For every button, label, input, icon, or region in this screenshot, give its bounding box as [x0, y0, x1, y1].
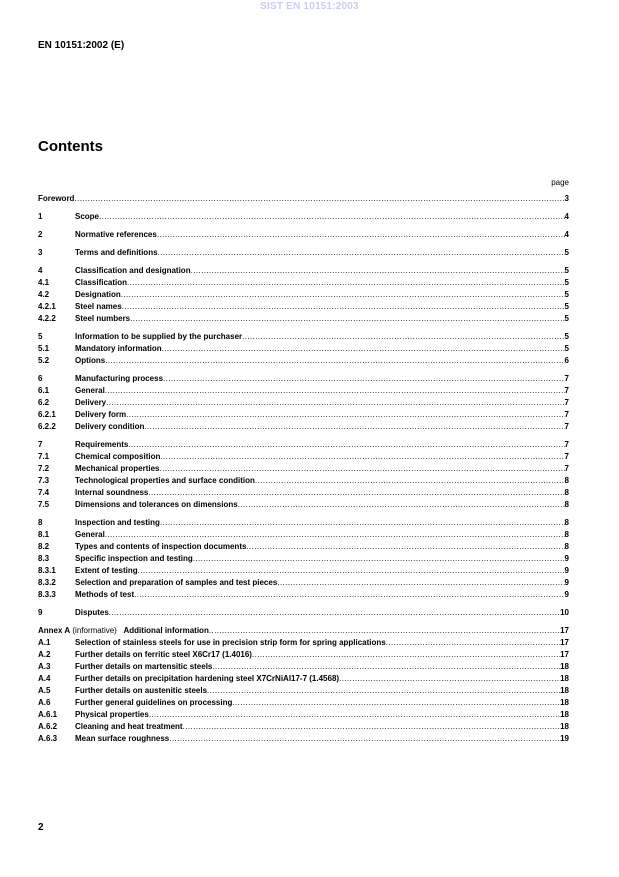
toc-entry-title: Methods of test	[75, 590, 135, 599]
toc-dot-leader	[99, 211, 565, 223]
toc-entry-page: 8	[564, 530, 569, 539]
toc-entry-title: Chemical composition	[75, 452, 161, 461]
toc-entry-page: 9	[564, 578, 569, 587]
toc-dot-leader	[169, 733, 560, 745]
toc-entry-title: Information to be supplied by the purchaser	[75, 332, 243, 341]
toc-entry-number: 1	[38, 212, 43, 221]
toc-entry-page: 7	[564, 464, 569, 473]
toc-entry-page: 9	[564, 554, 569, 563]
toc-entry-page: 5	[564, 278, 569, 287]
toc-entry[interactable]	[38, 637, 569, 649]
toc-entry-page: 17	[560, 650, 569, 659]
toc-entry-number: 6	[38, 374, 43, 383]
toc-entry-title: General	[75, 530, 105, 539]
toc-entry-page: 5	[564, 302, 569, 311]
toc-entry-number: 4.2.2	[38, 314, 56, 323]
toc-dot-leader	[105, 385, 565, 397]
toc-entry-page: 5	[564, 266, 569, 275]
toc-dot-leader	[157, 229, 565, 241]
toc-dot-leader	[106, 397, 564, 409]
watermark: SIST EN 10151:2003	[260, 1, 359, 12]
toc-dot-leader	[162, 343, 565, 355]
toc-entry-number: 4.2.1	[38, 302, 56, 311]
toc-dot-leader	[191, 265, 565, 277]
toc-entry-page: 4	[564, 230, 569, 239]
toc-dot-leader	[339, 673, 560, 685]
toc-entry[interactable]	[38, 673, 569, 685]
toc-entry-title: Further details on precipitation hardening steel X7CrNiAl17-7 (1.4568)	[75, 674, 340, 683]
toc-entry-number: 8.1	[38, 530, 50, 539]
toc-entry-number: 6.2.1	[38, 410, 56, 419]
toc-entry-number: 7.4	[38, 488, 50, 497]
toc-entry-title: Annex A	[38, 626, 71, 635]
toc-entry-number: A.6.3	[38, 734, 58, 743]
toc-entry-page: 9	[564, 566, 569, 575]
toc-entry[interactable]	[38, 517, 569, 529]
toc-entry-number: 6.2	[38, 398, 50, 407]
toc-entry-title: Mean surface roughness	[75, 734, 170, 743]
toc-dot-leader	[183, 721, 561, 733]
toc-dot-leader	[138, 565, 565, 577]
toc-entry[interactable]	[38, 343, 569, 355]
toc-entry-number: 9	[38, 608, 43, 617]
toc-entry-title: General	[75, 386, 105, 395]
toc-dot-leader	[238, 499, 565, 511]
toc-entry-number: 5.1	[38, 344, 50, 353]
toc-dot-leader	[105, 355, 564, 367]
toc-dot-leader	[160, 517, 565, 529]
toc-entry-title: Mandatory information	[75, 344, 162, 353]
toc-entry-number: 8	[38, 518, 43, 527]
toc-entry-title: Delivery form	[75, 410, 127, 419]
toc-entry-number: A.5	[38, 686, 51, 695]
toc-entry-page: 18	[560, 698, 569, 707]
toc-entry-page: 18	[560, 710, 569, 719]
toc-entry-title: Foreword	[38, 194, 75, 203]
toc-entry-number: 7.5	[38, 500, 50, 509]
toc-entry[interactable]	[38, 313, 569, 325]
toc-entry[interactable]	[38, 397, 569, 409]
toc-entry[interactable]	[38, 355, 569, 367]
toc-entry-title: Technological properties and surface condition	[75, 476, 255, 485]
toc-entry[interactable]	[38, 385, 569, 397]
toc-entry[interactable]	[38, 553, 569, 565]
toc-entry-title: Further details on martensitic steels	[75, 662, 213, 671]
toc-dot-leader	[144, 421, 564, 433]
toc-entry-number: 7.1	[38, 452, 50, 461]
toc-entry-page: 8	[564, 488, 569, 497]
toc-entry-title: Mechanical properties	[75, 464, 160, 473]
toc-entry-page: 5	[564, 332, 569, 341]
toc-entry-number: A.6.1	[38, 710, 58, 719]
toc-entry-title: Internal soundness	[75, 488, 149, 497]
toc-dot-leader	[149, 709, 560, 721]
toc-entry[interactable]	[38, 409, 569, 421]
toc-entry-title: Terms and definitions	[75, 248, 158, 257]
toc-entry-title: Steel numbers	[75, 314, 131, 323]
toc-entry-title: Selection of stainless steels for use in precision strip form for spring applications	[75, 638, 386, 647]
toc-entry[interactable]	[38, 421, 569, 433]
toc-entry-page: 5	[564, 344, 569, 353]
toc-entry[interactable]	[38, 649, 569, 661]
toc-entry-page: 7	[564, 422, 569, 431]
toc-entry[interactable]	[38, 577, 569, 589]
toc-entry[interactable]	[38, 331, 569, 343]
toc-entry-page: 3	[564, 194, 569, 203]
toc-entry-page: 8	[564, 518, 569, 527]
toc-entry-title: Disputes	[75, 608, 109, 617]
toc-dot-leader	[158, 247, 565, 259]
toc-entry-number: A.1	[38, 638, 51, 647]
toc-entry-page: 4	[564, 212, 569, 221]
toc-entry-number: 7.3	[38, 476, 50, 485]
toc-dot-leader	[121, 289, 565, 301]
toc-entry-number: 8.3.2	[38, 578, 56, 587]
toc-dot-leader	[130, 313, 564, 325]
document-id: EN 10151:2002 (E)	[38, 40, 125, 51]
toc-entry-title: Cleaning and heat treatment	[75, 722, 183, 731]
toc-entry-number: 8.3.1	[38, 566, 56, 575]
toc-entry-page: 8	[564, 476, 569, 485]
toc-dot-leader	[207, 685, 560, 697]
toc-dot-leader	[128, 439, 564, 451]
toc-entry[interactable]	[38, 607, 569, 619]
toc-dot-leader	[109, 607, 560, 619]
toc-entry-page: 19	[560, 734, 569, 743]
toc-entry-number: 8.2	[38, 542, 50, 551]
toc-entry-number: 8.3.3	[38, 590, 56, 599]
toc-entry-title: Normative references	[75, 230, 157, 239]
toc-entry[interactable]	[38, 709, 569, 721]
toc-dot-leader	[160, 451, 564, 463]
toc-entry-title: Classification and designation	[75, 266, 191, 275]
toc-entry[interactable]	[38, 721, 569, 733]
toc-entry-title: Delivery	[75, 398, 107, 407]
toc-entry[interactable]	[38, 373, 569, 385]
toc-entry-page: 17	[560, 638, 569, 647]
toc-entry-title: Further details on austenitic steels	[75, 686, 208, 695]
toc-dot-leader	[126, 409, 564, 421]
toc-entry[interactable]	[38, 661, 569, 673]
toc-entry-number: 4	[38, 266, 43, 275]
toc-entry[interactable]	[38, 277, 569, 289]
toc-dot-leader	[193, 553, 565, 565]
toc-entry-title: Manufacturing process	[75, 374, 164, 383]
toc-entry-title: Delivery condition	[75, 422, 145, 431]
toc-entry-page: 7	[564, 410, 569, 419]
toc-dot-leader	[122, 301, 565, 313]
toc-entry[interactable]	[38, 625, 569, 637]
toc-entry-title: Dimensions and tolerances on dimensions	[75, 500, 238, 509]
toc-entry-number: 4.1	[38, 278, 50, 287]
toc-entry-page: 18	[560, 662, 569, 671]
toc-entry-title: Further details on ferritic steel X6Cr17 (1.4016)	[75, 650, 252, 659]
toc-entry-number: 3	[38, 248, 43, 257]
toc-dot-leader	[209, 625, 560, 637]
toc-entry-number: 8.3	[38, 554, 50, 563]
toc-entry[interactable]	[38, 475, 569, 487]
toc-entry[interactable]	[38, 451, 569, 463]
toc-entry-number: A.3	[38, 662, 51, 671]
toc-dot-leader	[255, 475, 565, 487]
toc-entry-number: 2	[38, 230, 43, 239]
toc-entry[interactable]	[38, 589, 569, 601]
toc-entry-page: 17	[560, 626, 569, 635]
toc-entry-number: A.6	[38, 698, 51, 707]
toc-dot-leader	[246, 541, 564, 553]
toc-dot-leader	[212, 661, 560, 673]
toc-entry-page: 6	[564, 356, 569, 365]
toc-entry[interactable]	[38, 439, 569, 451]
toc-entry[interactable]	[38, 229, 569, 241]
toc-entry-number: 5.2	[38, 356, 50, 365]
toc-entry[interactable]	[38, 541, 569, 553]
toc-entry-page: 7	[564, 452, 569, 461]
toc-entry[interactable]	[38, 697, 569, 709]
toc-entry[interactable]	[38, 499, 569, 511]
table-of-contents	[38, 193, 569, 745]
toc-entry[interactable]	[38, 463, 569, 475]
toc-dot-leader	[163, 373, 565, 385]
toc-dot-leader	[242, 331, 564, 343]
toc-entry-number: 4.2	[38, 290, 50, 299]
toc-entry-page: 18	[560, 722, 569, 731]
toc-entry-title: Specific inspection and testing	[75, 554, 193, 563]
toc-entry-number: A.2	[38, 650, 51, 659]
toc-entry[interactable]	[38, 289, 569, 301]
toc-entry-page: 7	[564, 386, 569, 395]
toc-entry-title: Extent of testing	[75, 566, 138, 575]
toc-entry-page: 7	[564, 398, 569, 407]
page-column-label: page	[551, 178, 569, 187]
toc-dot-leader	[252, 649, 560, 661]
toc-entry-qualifier: (informative)	[70, 626, 124, 635]
toc-entry-page: 9	[564, 590, 569, 599]
toc-dot-leader	[105, 529, 565, 541]
toc-entry-title: Physical properties	[75, 710, 149, 719]
toc-dot-leader	[127, 277, 565, 289]
toc-dot-leader	[74, 193, 564, 205]
toc-entry[interactable]	[38, 247, 569, 259]
toc-entry-title: Classification	[75, 278, 128, 287]
toc-entry-title: Requirements	[75, 440, 129, 449]
toc-entry[interactable]	[38, 211, 569, 223]
toc-entry-title: Further general guidelines on processing	[75, 698, 233, 707]
toc-entry[interactable]	[38, 193, 569, 205]
toc-dot-leader	[277, 577, 564, 589]
toc-entry-number: A.6.2	[38, 722, 58, 731]
toc-entry-subtitle: Additional information	[123, 626, 209, 635]
toc-entry-page: 8	[564, 542, 569, 551]
toc-entry-title: Selection and preparation of samples and test pieces	[75, 578, 278, 587]
toc-entry-title: Inspection and testing	[75, 518, 160, 527]
toc-entry-page: 10	[560, 608, 569, 617]
toc-entry-page: 5	[564, 248, 569, 257]
toc-entry-title: Steel names	[75, 302, 122, 311]
page-title: Contents	[38, 138, 103, 155]
page-number: 2	[38, 822, 44, 833]
toc-entry-title: Scope	[75, 212, 100, 221]
toc-entry-number: 6.1	[38, 386, 50, 395]
toc-entry-title: Types and contents of inspection documents	[75, 542, 247, 551]
toc-entry[interactable]	[38, 529, 569, 541]
toc-entry-number: 7	[38, 440, 43, 449]
toc-dot-leader	[232, 697, 560, 709]
toc-entry[interactable]	[38, 685, 569, 697]
toc-entry-title: Designation	[75, 290, 121, 299]
toc-entry-number: 5	[38, 332, 43, 341]
toc-dot-leader	[159, 463, 564, 475]
toc-entry-page: 5	[564, 290, 569, 299]
toc-dot-leader	[134, 589, 564, 601]
toc-entry[interactable]	[38, 565, 569, 577]
toc-entry[interactable]	[38, 733, 569, 745]
toc-entry[interactable]	[38, 301, 569, 313]
toc-entry[interactable]	[38, 265, 569, 277]
toc-dot-leader	[148, 487, 564, 499]
toc-entry-page: 8	[564, 500, 569, 509]
toc-dot-leader	[386, 637, 560, 649]
toc-entry-page: 7	[564, 374, 569, 383]
toc-entry-page: 7	[564, 440, 569, 449]
toc-entry-page: 18	[560, 686, 569, 695]
toc-entry-title: Options	[75, 356, 106, 365]
toc-entry-number: 7.2	[38, 464, 50, 473]
toc-entry[interactable]	[38, 487, 569, 499]
toc-entry-page: 5	[564, 314, 569, 323]
toc-entry-page: 18	[560, 674, 569, 683]
toc-entry-number: 6.2.2	[38, 422, 56, 431]
toc-entry-number: A.4	[38, 674, 51, 683]
